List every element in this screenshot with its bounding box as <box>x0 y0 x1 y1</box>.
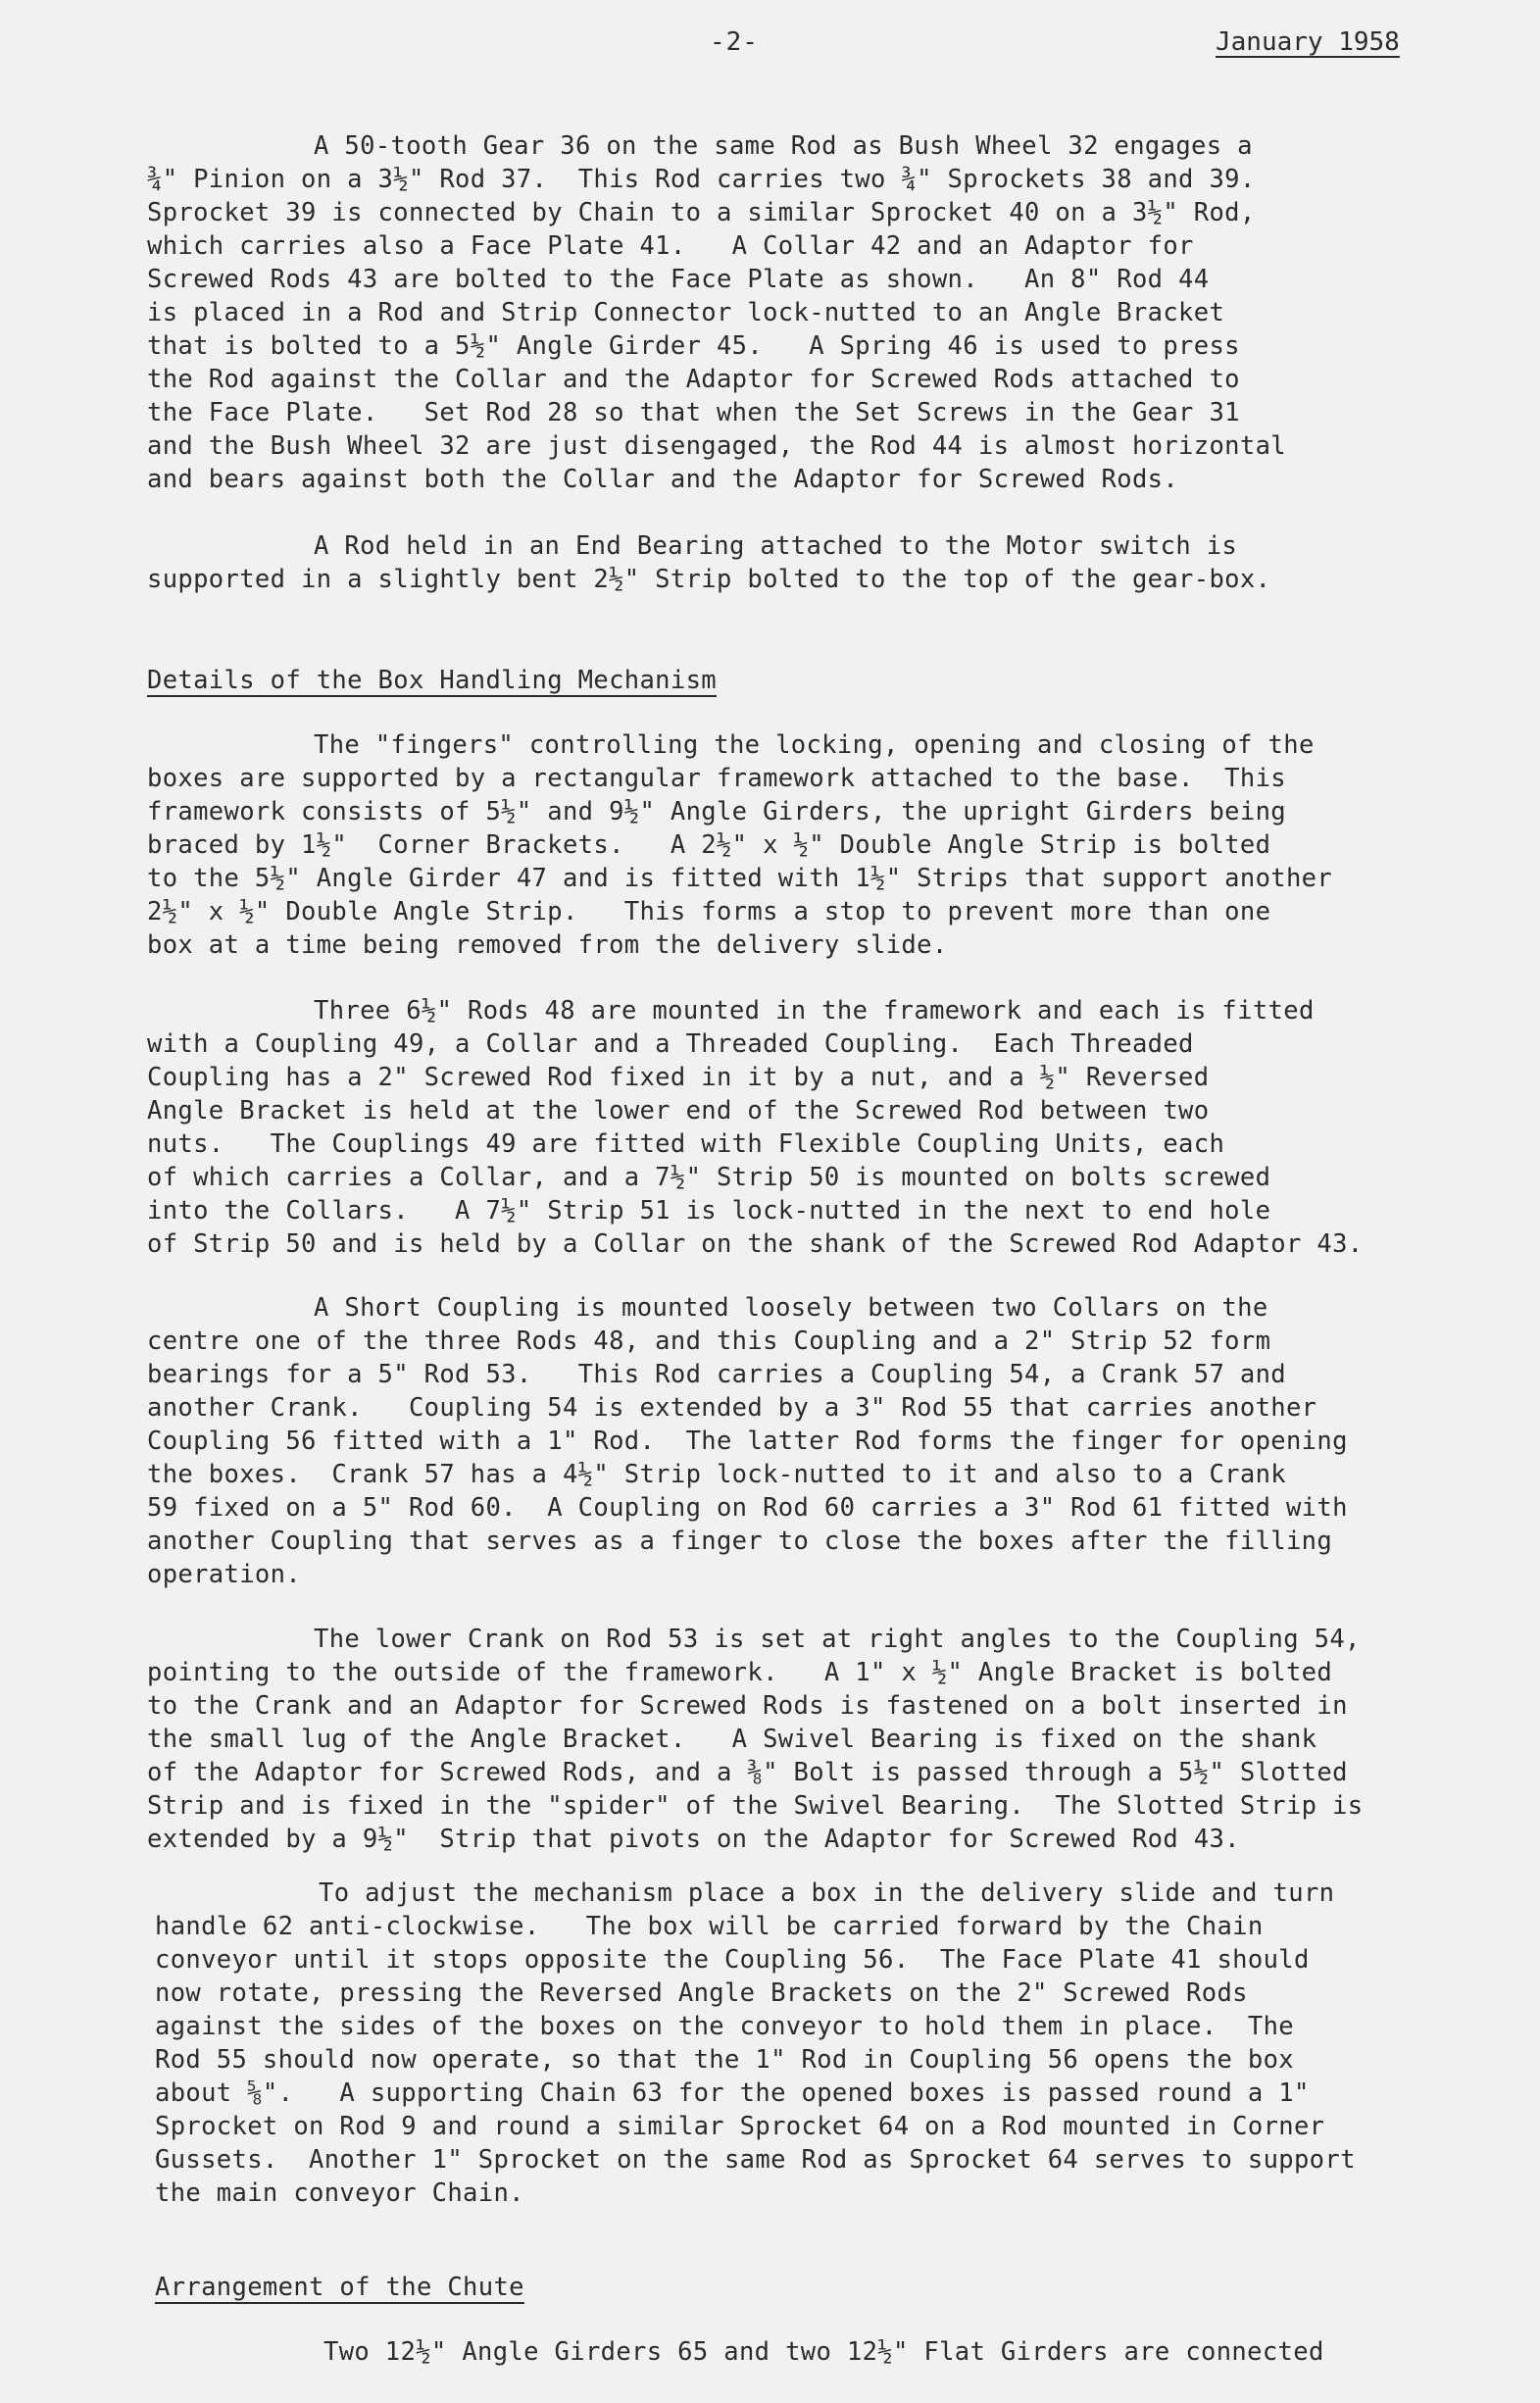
text-line: and bears against both the Collar and the Adaptor for Screwed Rods. <box>147 465 1179 494</box>
text-line: A Rod held in an End Bearing attached to the Motor switch is <box>314 531 1238 561</box>
text-line: Two 12½" Angle Girders 65 and two 12½" Flat Girders are connected <box>323 2337 1324 2367</box>
text-line: to the 5½" Angle Girder 47 and is fitted with 1½" Strips that support another <box>147 864 1333 893</box>
text-line: boxes are supported by a rectangular framework attached to the base. This <box>147 764 1286 793</box>
text-line: about ⅝". A supporting Chain 63 for the opened boxes is passed round a 1" <box>155 2078 1310 2108</box>
text-line: of the Adaptor for Screwed Rods, and a ⅜" Bolt is passed through a 5½" Slotted <box>147 1758 1348 1787</box>
text-line: into the Collars. A 7½" Strip 51 is lock-nutted in the next to end hole <box>147 1196 1271 1226</box>
text-line: against the sides of the boxes on the conveyor to hold them in place. The <box>155 2012 1294 2041</box>
text-line: The lower Crank on Rod 53 is set at right angles to the Coupling 54, <box>314 1625 1361 1654</box>
text-line: pointing to the outside of the framework. A 1" x ½" Angle Bracket is bolted <box>147 1658 1333 1687</box>
text-line: handle 62 anti-clockwise. The box will be carried forward by the Chain <box>155 1912 1264 1941</box>
text-line: framework consists of 5½" and 9½" Angle Girders, the upright Girders being <box>147 797 1286 826</box>
text-line: with a Coupling 49, a Collar and a Threaded Coupling. Each Threaded <box>147 1029 1194 1059</box>
page-number: -2- <box>710 27 759 57</box>
text-line: the boxes. Crank 57 has a 4½" Strip lock-nutted to it and also to a Crank <box>147 1460 1286 1489</box>
text-line: and the Bush Wheel 32 are just disengaged, the Rod 44 is almost horizontal <box>147 431 1286 461</box>
text-line: of which carries a Collar, and a 7½" Strip 50 is mounted on bolts screwed <box>147 1163 1271 1192</box>
text-line: Angle Bracket is held at the lower end of the Screwed Rod between two <box>147 1096 1210 1126</box>
text-line: to the Crank and an Adaptor for Screwed Rods is fastened on a bolt inserted in <box>147 1691 1348 1721</box>
text-line: bearings for a 5" Rod 53. This Rod carries a Coupling 54, a Crank 57 and <box>147 1360 1286 1389</box>
text-line: now rotate, pressing the Reversed Angle Brackets on the 2" Screwed Rods <box>155 1978 1248 2008</box>
text-line: the Rod against the Collar and the Adaptor for Screwed Rods attached to <box>147 365 1240 394</box>
text-line: extended by a 9½" Strip that pivots on the Adaptor for Screwed Rod 43. <box>147 1825 1240 1854</box>
text-line: box at a time being removed from the delivery slide. <box>147 930 948 960</box>
text-line: nuts. The Couplings 49 are fitted with Flexible Coupling Units, each <box>147 1129 1225 1159</box>
text-line: Sprocket 39 is connected by Chain to a similar Sprocket 40 on a 3½" Rod, <box>147 198 1256 227</box>
text-line: centre one of the three Rods 48, and this Coupling and a 2" Strip 52 form <box>147 1327 1271 1356</box>
text-line: Screwed Rods 43 are bolted to the Face Plate as shown. An 8" Rod 44 <box>147 265 1210 294</box>
text-line: A 50-tooth Gear 36 on the same Rod as Bush Wheel 32 engages a <box>314 131 1253 161</box>
text-line: The "fingers" controlling the locking, opening and closing of the <box>314 730 1315 760</box>
text-line: Three 6½" Rods 48 are mounted in the framework and each is fitted <box>314 996 1315 1026</box>
text-line: the small lug of the Angle Bracket. A Swivel Bearing is fixed on the shank <box>147 1725 1317 1754</box>
text-line: To adjust the mechanism place a box in the delivery slide and turn <box>319 1878 1335 1908</box>
text-line: 2½" x ½" Double Angle Strip. This forms a stop to prevent more than one <box>147 897 1271 926</box>
text-line: that is bolted to a 5½" Angle Girder 45. A Spring 46 is used to press <box>147 331 1240 361</box>
text-line: of Strip 50 and is held by a Collar on the shank of the Screwed Rod Adaptor 43. <box>147 1229 1364 1259</box>
text-line: Coupling has a 2" Screwed Rod fixed in it by a nut, and a ½" Reversed <box>147 1063 1210 1092</box>
text-line: the main conveyor Chain. <box>155 2178 524 2208</box>
text-line: 59 fixed on a 5" Rod 60. A Coupling on Rod 60 carries a 3" Rod 61 fitted with <box>147 1493 1348 1523</box>
text-line: ¾" Pinion on a 3½" Rod 37. This Rod carries two ¾" Sprockets 38 and 39. <box>147 165 1256 194</box>
section-heading: Details of the Box Handling Mechanism <box>147 666 717 695</box>
text-line: Coupling 56 fitted with a 1" Rod. The latter Rod forms the finger for opening <box>147 1427 1348 1456</box>
text-line: braced by 1½" Corner Brackets. A 2½" x ½" Double Angle Strip is bolted <box>147 830 1271 860</box>
text-line: Rod 55 should now operate, so that the 1" Rod in Coupling 56 opens the box <box>155 2045 1294 2075</box>
text-line: the Face Plate. Set Rod 28 so that when the Set Screws in the Gear 31 <box>147 398 1240 427</box>
text-line: supported in a slightly bent 2½" Strip bolted to the top of the gear-box. <box>147 565 1271 594</box>
text-line: operation. <box>147 1560 302 1589</box>
text-line: which carries also a Face Plate 41. A Collar 42 and an Adaptor for <box>147 231 1194 261</box>
text-line: another Coupling that serves as a finger to close the boxes after the filling <box>147 1527 1333 1556</box>
text-line: another Crank. Coupling 54 is extended by a 3" Rod 55 that carries another <box>147 1393 1317 1423</box>
section-heading: Arrangement of the Chute <box>155 2273 524 2302</box>
text-line: Strip and is fixed in the "spider" of the Swivel Bearing. The Slotted Strip is <box>147 1791 1364 1821</box>
text-line: is placed in a Rod and Strip Connector lock-nutted to an Angle Bracket <box>147 298 1225 327</box>
text-line: A Short Coupling is mounted loosely between two Collars on the <box>314 1293 1268 1323</box>
text-line: conveyor until it stops opposite the Coupling 56. The Face Plate 41 should <box>155 1945 1310 1975</box>
document-date: January 1958 <box>1216 27 1400 57</box>
text-line: Sprocket on Rod 9 and round a similar Sprocket 64 on a Rod mounted in Corner <box>155 2112 1325 2141</box>
text-line: Gussets. Another 1" Sprocket on the same Rod as Sprocket 64 serves to support <box>155 2145 1356 2175</box>
